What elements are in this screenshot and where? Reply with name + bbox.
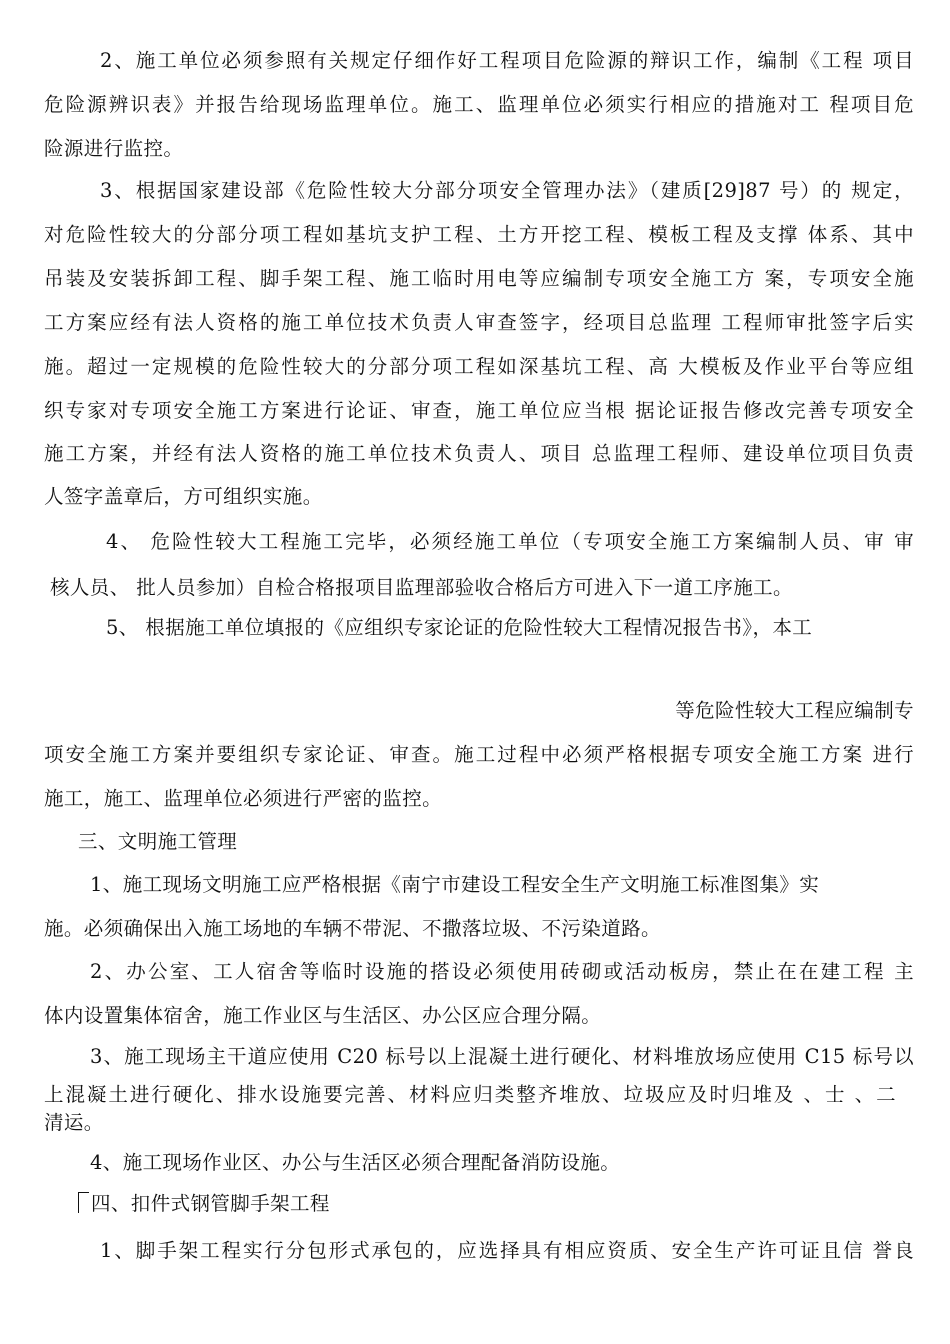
paragraph-3-line-7: 施工方案，并经有法人资格的施工单位技术负责人、项目 总监理工程师、建设单位项目负责 <box>44 442 914 465</box>
paragraph-2-line-2: 危险源辨识表》并报告给现场监理单位。施工、监理单位必须实行相应的措施对工 程项目危 <box>44 93 914 116</box>
civil-para-2-line-1: 2、办公室、工人宿舍等临时设施的搭设必须使用砖砌或活动板房，禁止在在建工程 主 <box>90 960 914 983</box>
paragraph-4-line-2: 核人员、 批人员参加）自检合格报项目监理部验收合格后方可进入下一道工序施工。 <box>50 576 793 599</box>
paragraph-3-line-3: 吊装及安装拆卸工程、脚手架工程、施工临时用电等应编制专项安全施工方 案，专项安全施 <box>44 267 914 290</box>
civil-para-1-line-1: 1、施工现场文明施工应严格根据《南宁市建设工程安全生产文明施工标准图集》实 <box>90 873 820 896</box>
paragraph-5-line-2: 等危险性较大工程应编制专 <box>675 699 914 722</box>
civil-para-3-line-3: 清运。 <box>44 1111 104 1134</box>
paragraph-3-line-1: 3、根据国家建设部《危险性较大分部分项安全管理办法》（建质[29]87 号）的 规定， <box>100 179 914 202</box>
paragraph-3-line-4: 工方案应经有法人资格的施工单位技术负责人审查签字，经项目总监理 工程师审批签字后实 <box>44 311 914 334</box>
scaffold-para-1-line-1: 1、脚手架工程实行分包形式承包的，应选择具有相应资质、安全生产许可证且信 誉良 <box>100 1239 914 1262</box>
paragraph-3-line-8: 人签字盖章后，方可组织实施。 <box>44 485 323 508</box>
civil-para-3-line-2: 上混凝土进行硬化、排水设施要完善、材料应归类整齐堆放、垃圾应及时归堆及 、士 、二 <box>44 1083 896 1106</box>
paragraph-5-line-1: 5、 根据施工单位填报的《应组织专家论证的危险性较大工程情况报告书》，本工 <box>106 616 813 639</box>
section-heading-3: 三、文明施工管理 <box>78 830 238 853</box>
paragraph-5-line-3: 项安全施工方案并要组织专家论证、审查。施工过程中必须严格根据专项安全施工方案 进行 <box>44 743 914 766</box>
paragraph-5-line-4: 施工，施工、监理单位必须进行严密的监控。 <box>44 787 443 810</box>
paragraph-4-line-1: 4、 危险性较大工程施工完毕，必须经施工单位（专项安全施工方案编制人员、审 审 <box>106 530 914 553</box>
heading-corner-mark <box>78 1192 89 1213</box>
civil-para-1-line-2: 施。必须确保出入施工场地的车辆不带泥、不撒落垃圾、不污染道路。 <box>44 917 661 940</box>
section-heading-4-text: 四、扣件式钢管脚手架工程 <box>91 1192 330 1215</box>
paragraph-3-line-2: 对危险性较大的分部分项工程如基坑支护工程、土方开挖工程、模板工程及支撑 体系、其中 <box>44 223 914 246</box>
civil-para-3-line-1: 3、施工现场主干道应使用 C20 标号以上混凝土进行硬化、材料堆放场应使用 C15 标号以 <box>90 1045 914 1068</box>
civil-para-2-line-2: 体内设置集体宿舍，施工作业区与生活区、办公区应合理分隔。 <box>44 1004 602 1027</box>
paragraph-3-line-5: 施。超过一定规模的危险性较大的分部分项工程如深基坑工程、高 大模板及作业平台等应组 <box>44 355 914 378</box>
paragraph-2-line-1: 2、施工单位必须参照有关规定仔细作好工程项目危险源的辩识工作，编制《工程 项目 <box>100 49 914 72</box>
paragraph-3-line-6: 织专家对专项安全施工方案进行论证、审查，施工单位应当根 据论证报告修改完善专项安全 <box>44 399 914 422</box>
paragraph-2-line-3: 险源进行监控。 <box>44 137 184 160</box>
civil-para-4-line-1: 4、施工现场作业区、办公与生活区必须合理配备消防设施。 <box>90 1151 621 1174</box>
section-heading-4 <box>78 1190 948 1218</box>
